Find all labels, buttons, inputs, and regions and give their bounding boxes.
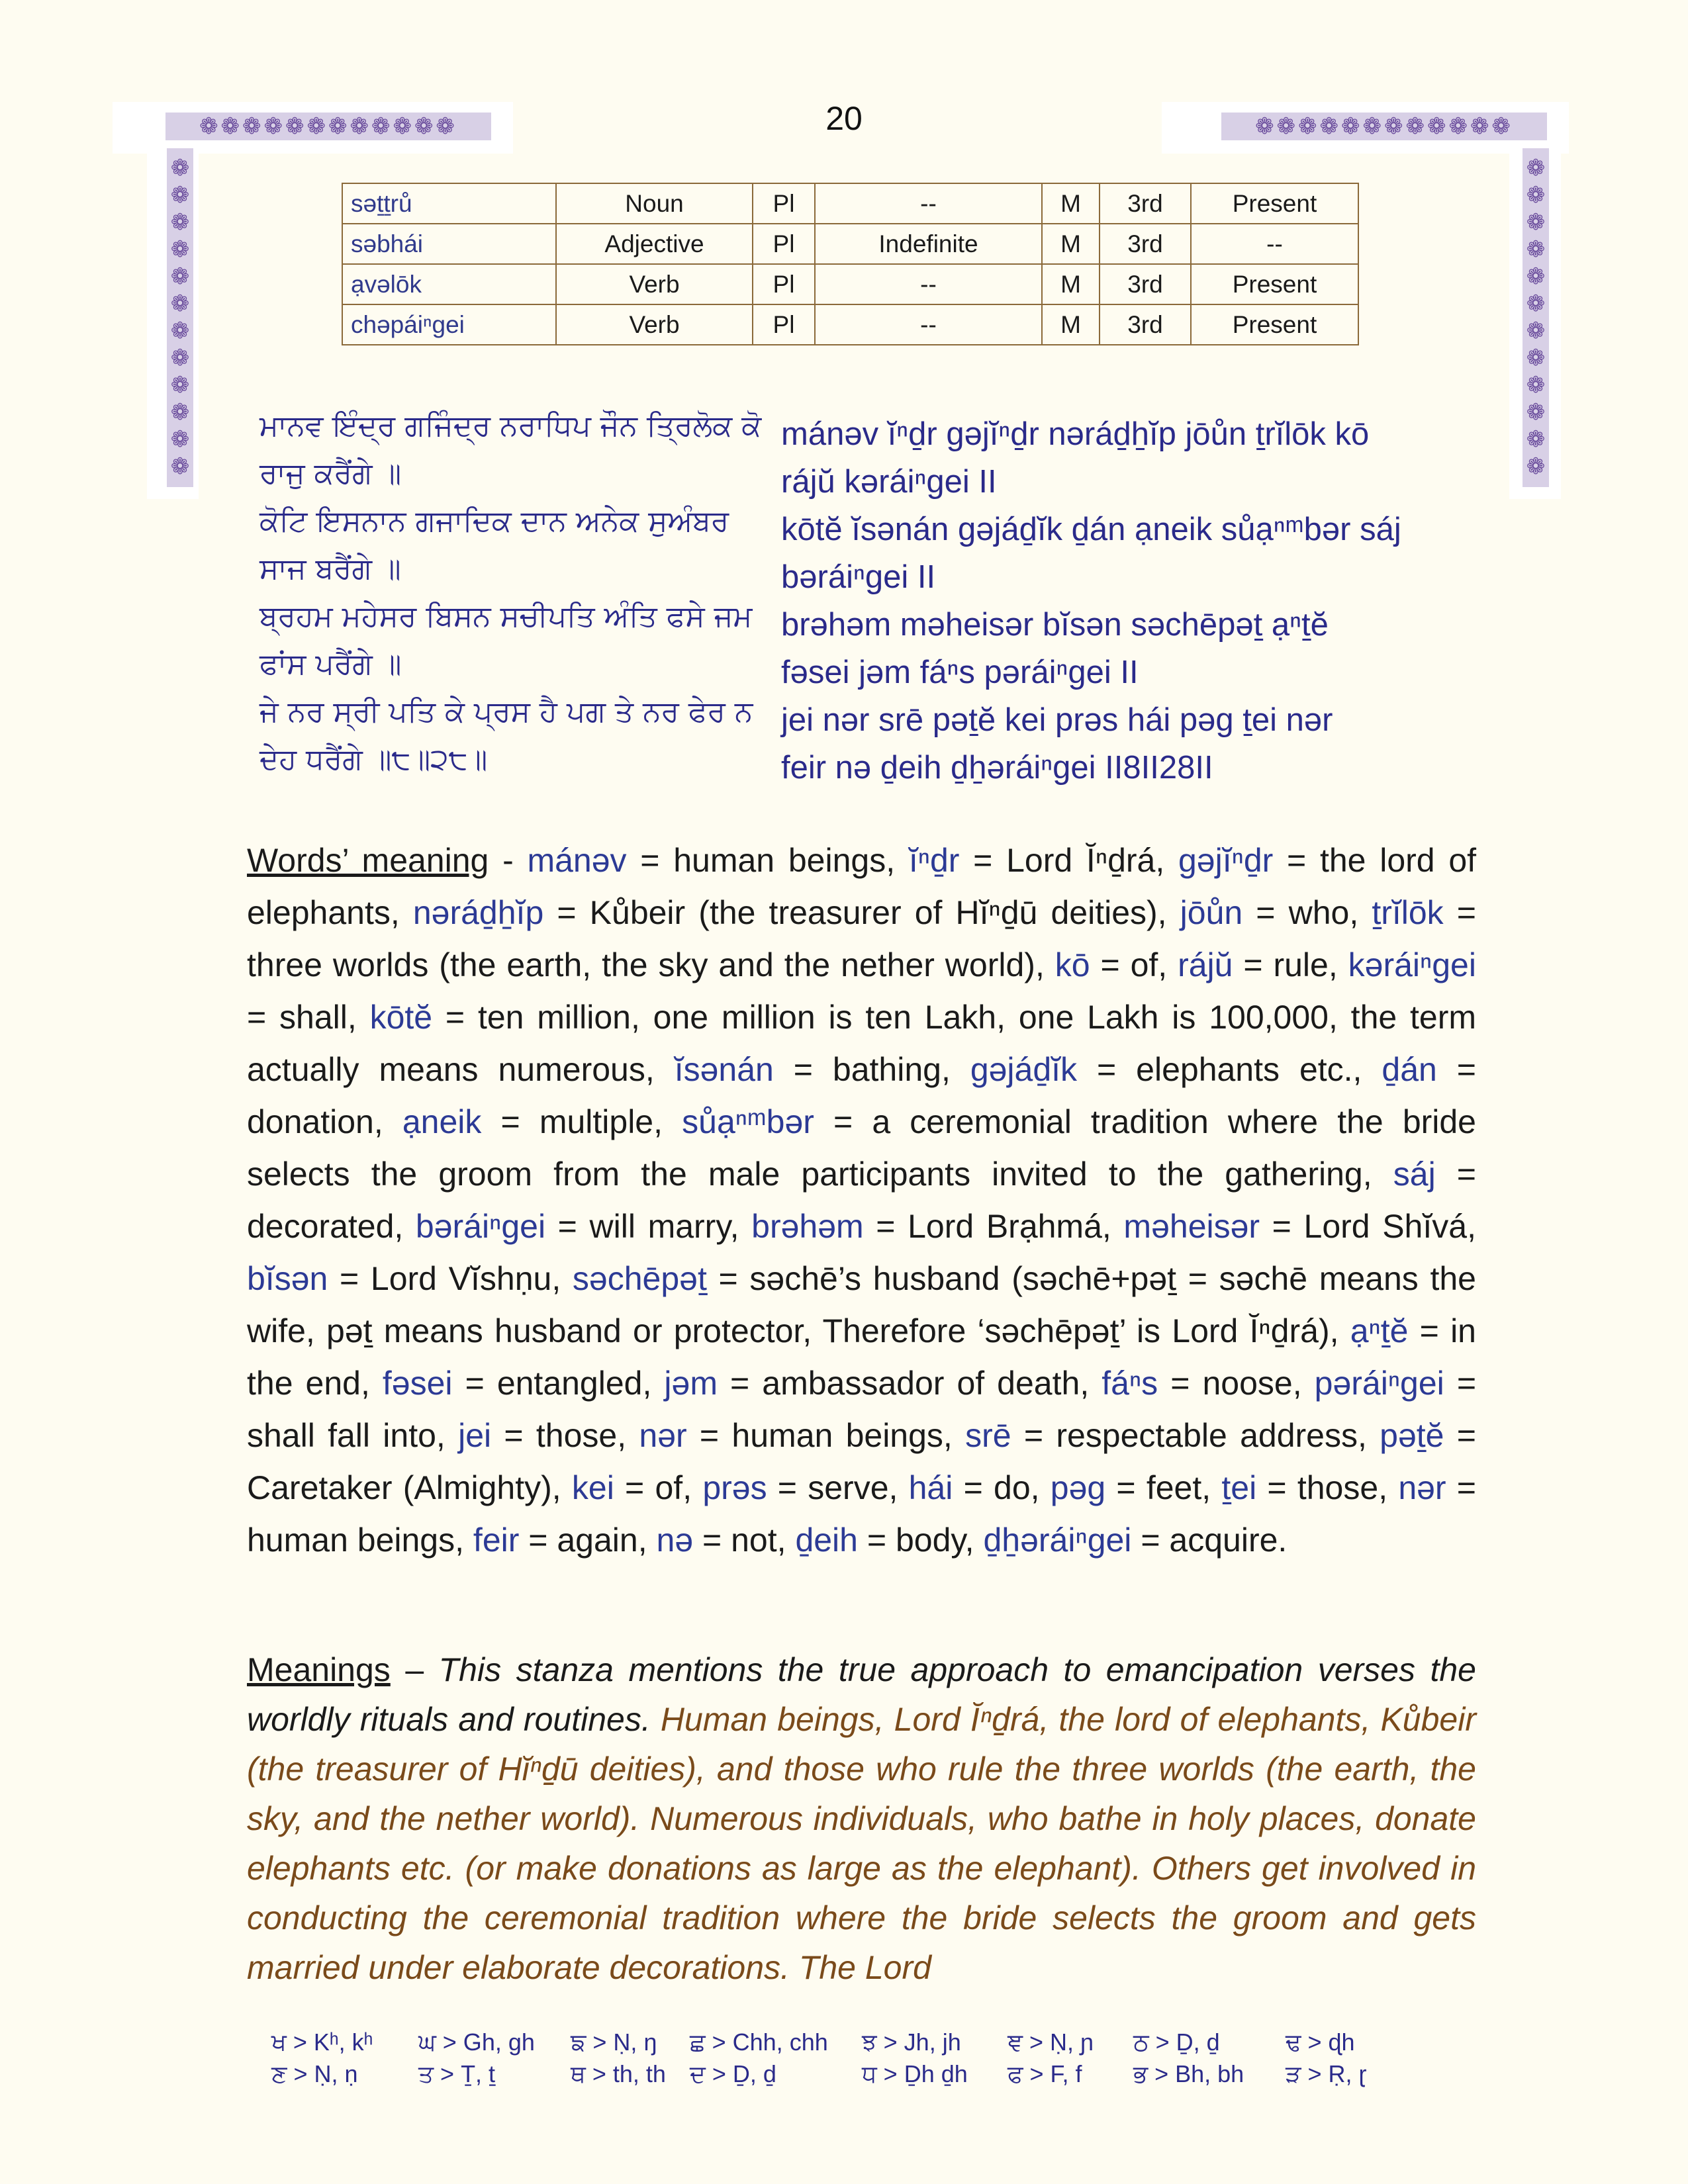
table-cell: --	[815, 264, 1042, 304]
word-definition: those	[1297, 1469, 1379, 1506]
ornament-border-left: ❁ ❁ ❁ ❁ ❁ ❁ ❁ ❁ ❁ ❁ ❁ ❁	[167, 148, 193, 487]
word-term: bəráiⁿgei	[415, 1208, 546, 1245]
word-definition: respectable address	[1056, 1417, 1358, 1454]
word-term: ĭsənán	[674, 1051, 774, 1088]
word-term: hái	[908, 1469, 953, 1506]
word-term: feir	[473, 1522, 520, 1559]
meanings-dash: –	[390, 1651, 439, 1688]
table-cell: Verb	[556, 304, 753, 345]
transliteration-line: kōtĕ ĭsənán gəjáḏĭk ḏán ạneik sůạⁿᵐbər sáj	[781, 512, 1401, 547]
table-cell: Present	[1191, 264, 1358, 304]
word-definition: not	[731, 1522, 777, 1559]
transliteration-line: rájŭ kəráiⁿgei II	[781, 464, 997, 500]
verse-line: ਬ੍ਰਹਮ ਮਹੇਸਰ ਬਿਸਨ ਸਚੀਪਤਿ ਅੰਤਿ ਫਸੇ ਜਮ	[259, 600, 753, 633]
verse-line: ਮਾਨਵ ਇੰਦ੍ਰ ਗਜਿੰਦ੍ਰ ਨਰਾਧਿਪ ਜੌਨ ਤ੍ਰਿਲੋਕ ਕੋ	[259, 409, 762, 443]
table-cell: chəpáiⁿgei	[342, 304, 556, 345]
table-cell: Present	[1191, 304, 1358, 345]
table-cell: M	[1042, 183, 1100, 224]
word-term: prəs	[702, 1469, 767, 1506]
word-term: ṯrĭlōk	[1372, 894, 1444, 931]
word-definition: decorated	[247, 1208, 395, 1245]
verse-gurmukhi	[259, 402, 763, 784]
word-definition: acquire.	[1169, 1522, 1288, 1559]
table-cell: M	[1042, 304, 1100, 345]
verse-line: ਰਾਜੁ ਕਰੈਂਗੇ ॥	[259, 457, 402, 490]
word-definition: entangled	[496, 1365, 643, 1402]
word-term: ḏẖəráiⁿgei	[983, 1522, 1132, 1559]
key-item: ਙ > Ṇ, ŋ	[571, 2028, 657, 2056]
ornament-border-right: ❁ ❁ ❁ ❁ ❁ ❁ ❁ ❁ ❁ ❁ ❁ ❁	[1523, 148, 1549, 487]
word-definition: of	[1130, 946, 1158, 983]
table-cell: ạvəlōk	[342, 264, 556, 304]
word-term: brəhəm	[751, 1208, 864, 1245]
table-cell: M	[1042, 264, 1100, 304]
key-item: ਢ > ɖh	[1286, 2028, 1355, 2056]
table-cell: Verb	[556, 264, 753, 304]
word-term: nər	[1398, 1469, 1446, 1506]
word-term: kei	[571, 1469, 614, 1506]
transliteration-line: feir nə ḏeih ḏẖəráiⁿgei II8II28II	[781, 750, 1213, 786]
key-item: ਘ > Gh, gh	[418, 2028, 535, 2056]
key-item: ਝ > Jh, jh	[862, 2028, 961, 2056]
key-item: ਫ > F, f	[1008, 2060, 1082, 2087]
words-meaning-dash: -	[489, 842, 528, 879]
word-term: srē	[965, 1417, 1011, 1454]
word-definition: Kůbeir (the treasurer of Hĭⁿḏū deities)	[589, 894, 1158, 931]
word-term: gəjáḏĭk	[970, 1051, 1078, 1088]
key-item: ਦ > Ḏ, ḏ	[690, 2060, 776, 2087]
word-definition: serve	[808, 1469, 889, 1506]
table-row	[342, 224, 1358, 264]
word-term: ạⁿṯĕ	[1350, 1312, 1409, 1349]
word-term: ĭⁿḏr	[908, 842, 960, 879]
word-term: kəráiⁿgei	[1348, 946, 1476, 983]
word-definition: shall fall into	[247, 1417, 436, 1454]
word-definition: human beings	[731, 1417, 943, 1454]
key-item: ਤ > Ṯ, ṯ	[418, 2060, 496, 2087]
word-term: fáⁿs	[1102, 1365, 1158, 1402]
word-definition: in the end	[247, 1312, 1476, 1402]
grammar-table	[342, 183, 1359, 345]
table-cell: səbhái	[342, 224, 556, 264]
meanings-paragraph	[247, 1645, 1476, 1993]
table-row	[342, 183, 1358, 224]
key-item: ਞ > Ṇ, ɲ	[1008, 2028, 1094, 2056]
word-term: bĭsən	[247, 1260, 328, 1297]
word-term: nər	[639, 1417, 687, 1454]
table-row	[342, 304, 1358, 345]
words-meaning-entries: mánəv = human beings, ĭⁿḏr = Lord Ĭⁿḏrá, gəjĭⁿḏr = the lord of elephants, nəráḏẖĭp = Kůbeir (the treasurer of Hĭⁿḏū deities), jōůn = who, ṯrĭlōk = three worlds (the earth, the sky and the nether world), kō = of, rájŭ = rule, kəráiⁿgei = shall, kōtĕ = ten million, one million is ten Lakh, one Lakh is 100,000, the term actually means numerous, ĭsənán = bathing, gəjáḏĭk = elephants etc., ḏán = donation, ạneik = multiple, sůạⁿᵐbər = a ceremonial tradition where the bride selects the groom from the male participants invited to the gathering, sáj = decorated, bəráiⁿgei = will marry, brəhəm = Lord Brạhmá, məheisər = Lord Shĭvá, bĭsən = Lord Vĭshṇu, səchēpəṯ = səchē’s husband (səchē+pəṯ = səchē means the wife, pəṯ means husband or protector, Therefore ‘səchēpəṯ’ is Lord Ĭⁿḏrá), ạⁿṯĕ = in the end, fəsei = entangled, jəm = ambassador of death, fáⁿs = noose, pəráiⁿgei = shall fall into, jei = those, nər = human beings, srē = respectable address, pəṯĕ = Caretaker (Almighty), kei = of, prəs = serve, hái = do, pəg = feet, ṯei = those, nər = human beings, feir = again, nə = not, ḏeih = body, ḏẖəráiⁿgei = acquire.	[247, 842, 1477, 1559]
word-definition: a ceremonial tradition where the bride selects the groom from the male participants invited to the gathering	[247, 1103, 1476, 1193]
table-cell: Pl	[753, 264, 815, 304]
word-definition: bathing	[832, 1051, 941, 1088]
word-term: jəm	[664, 1365, 718, 1402]
key-row	[271, 2058, 1463, 2090]
word-term: jōůn	[1180, 894, 1243, 931]
word-definition: body	[895, 1522, 965, 1559]
table-cell: --	[1191, 224, 1358, 264]
verse-line: ਸਾਜ ਬਰੈਂਗੇ ॥	[259, 552, 401, 586]
transliteration-line: fəsei jəm fáⁿs pəráiⁿgei II	[781, 655, 1139, 690]
key-item: ਛ > Chh, chh	[690, 2028, 828, 2056]
word-definition: Lord Ĭⁿḏrá	[1006, 842, 1156, 879]
transliteration-key	[271, 2026, 1463, 2090]
word-term: jei	[458, 1417, 492, 1454]
transliteration-line: mánəv ĭⁿḏr gəjĭⁿḏr nəráḏẖĭp jōůn ṯrĭlōk kō	[781, 416, 1370, 452]
word-definition: the lord of elephants	[247, 842, 1477, 931]
word-term: ṯei	[1221, 1469, 1257, 1506]
word-term: ạneik	[402, 1103, 482, 1140]
key-row	[271, 2026, 1463, 2058]
key-item: ੜ > Ṛ, ɽ	[1286, 2060, 1367, 2087]
word-definition: Lord Vĭshṇu	[370, 1260, 552, 1297]
word-definition: səchē’s husband (səchē+pəṯ = səchē means the wife, pəṯ means husband or protector, Therefore ‘səchēpəṯ’ is Lord Ĭⁿḏrá)	[247, 1260, 1476, 1349]
word-term: nəráḏẖĭp	[412, 894, 544, 931]
meanings-intro: This stanza mentions the true approach to emancipation verses the worldly rituals and routines.	[247, 1651, 1476, 1738]
table-cell: Present	[1191, 183, 1358, 224]
verse-line: ਫਾਂਸ ਪਰੈਂਗੇ ॥	[259, 647, 402, 681]
word-term: pəráiⁿgei	[1314, 1365, 1444, 1402]
word-term: ḏán	[1382, 1051, 1437, 1088]
ornament-border-top-left: ❁❁❁❁❁❁❁❁❁❁❁❁	[165, 113, 491, 140]
table-cell: Noun	[556, 183, 753, 224]
key-item: ਥ > th, th	[571, 2060, 666, 2087]
key-item: ਖ > Kʰ, kʰ	[271, 2028, 373, 2056]
transliteration-line: brəhəm məheisər bĭsən səchēpəṯ ạⁿṯĕ	[781, 607, 1329, 643]
word-term: sůạⁿᵐbər	[682, 1103, 814, 1140]
table-row	[342, 264, 1358, 304]
word-term: səchēpəṯ	[572, 1260, 707, 1297]
verse-line: ਕੋਟਿ ਇਸਨਾਨ ਗਜਾਦਿਕ ਦਾਨ ਅਨੇਕ ਸੁਅੰਬਰ	[259, 504, 729, 538]
word-term: pəg	[1050, 1469, 1106, 1506]
word-definition: rule	[1273, 946, 1329, 983]
table-cell: 3rd	[1100, 304, 1191, 345]
table-cell: Pl	[753, 224, 815, 264]
word-definition: will marry	[589, 1208, 730, 1245]
table-cell: M	[1042, 224, 1100, 264]
word-definition: who	[1288, 894, 1350, 931]
verse-transliteration	[781, 410, 1450, 792]
verse-line: ਦੇਹ ਧਰੈਂਗੇ ॥੮॥੨੮॥	[259, 743, 488, 776]
words-meaning-paragraph	[247, 835, 1476, 1567]
key-item: ਭ > Bh, bh	[1133, 2060, 1244, 2087]
word-definition: elephants etc.	[1136, 1051, 1353, 1088]
word-definition: those	[536, 1417, 618, 1454]
word-definition: noose	[1202, 1365, 1293, 1402]
table-cell: Indefinite	[815, 224, 1042, 264]
word-term: rájŭ	[1178, 946, 1233, 983]
word-term: kō	[1055, 946, 1090, 983]
table-cell: 3rd	[1100, 224, 1191, 264]
meanings-heading: Meanings	[247, 1651, 391, 1688]
word-term: sáj	[1393, 1156, 1436, 1193]
page-number: 20	[825, 100, 863, 137]
word-definition: human beings	[673, 842, 886, 879]
word-definition: three worlds (the earth, the sky and the nether world)	[247, 946, 1035, 983]
word-definition: Caretaker (Almighty)	[247, 1469, 552, 1506]
words-meaning-heading: Words’ meaning	[247, 842, 489, 879]
word-term: mánəv	[527, 842, 627, 879]
word-definition: donation	[247, 1103, 374, 1140]
meanings-body: Human beings, Lord Ĭⁿḏrá, the lord of elephants, Kůbeir (the treasurer of Hĭⁿḏū deities), and those who rule the three worlds (the earth, the sky, and the nether world). Numerous individuals, who bathe in holy places, donate elephants etc. (or make donations as large as the elephant). Others get involved in conducting the ceremonial tradition where the bride selects the groom and gets married under elaborate decorations. The Lord	[247, 1701, 1476, 1986]
word-term: gəjĭⁿḏr	[1178, 842, 1274, 879]
word-definition: feet	[1146, 1469, 1202, 1506]
word-definition: human beings	[247, 1522, 455, 1559]
table-cell: 3rd	[1100, 264, 1191, 304]
key-item: ਣ > Ṇ, ṇ	[271, 2060, 358, 2087]
key-item: ਠ > Ḏ, ḏ	[1133, 2028, 1220, 2056]
word-definition: shall	[279, 999, 348, 1036]
table-cell: Pl	[753, 183, 815, 224]
transliteration-line: jei nər srē pəṯĕ kei prəs hái pəg ṯei nər	[781, 702, 1333, 738]
key-item: ਧ > Ḏh ḏh	[862, 2060, 968, 2087]
word-term: ḏeih	[795, 1522, 858, 1559]
word-definition: ambassador of death	[762, 1365, 1080, 1402]
verse-line: ਜੇ ਨਰ ਸ੍ਰੀ ਪਤਿ ਕੇ ਪ੍ਰਸ ਹੈ ਪਗ ਤੇ ਨਰ ਫੇਰ ਨ	[259, 695, 753, 729]
word-definition: of	[655, 1469, 683, 1506]
word-term: kōtĕ	[369, 999, 433, 1036]
table-cell: Adjective	[556, 224, 753, 264]
table-cell: səṯṯrů	[342, 183, 556, 224]
word-definition: Lord Shĭvá	[1303, 1208, 1468, 1245]
word-definition: ten million, one million is ten Lakh, one Lakh is 100,000, the term actually means numerous	[247, 999, 1477, 1088]
table-cell: Pl	[753, 304, 815, 345]
table-cell: --	[815, 304, 1042, 345]
word-definition: do	[994, 1469, 1031, 1506]
word-term: fəsei	[382, 1365, 453, 1402]
transliteration-line: bəráiⁿgei II	[781, 559, 936, 595]
table-cell: 3rd	[1100, 183, 1191, 224]
word-definition: multiple	[539, 1103, 654, 1140]
word-term: məheisər	[1123, 1208, 1260, 1245]
table-cell: --	[815, 183, 1042, 224]
word-definition: Lord Brạhmá	[908, 1208, 1102, 1245]
word-term: pəṯĕ	[1380, 1417, 1444, 1454]
ornament-border-top-right: ❁❁❁❁❁❁❁❁❁❁❁❁	[1221, 113, 1547, 140]
word-definition: again	[557, 1522, 638, 1559]
word-term: nə	[656, 1522, 694, 1559]
